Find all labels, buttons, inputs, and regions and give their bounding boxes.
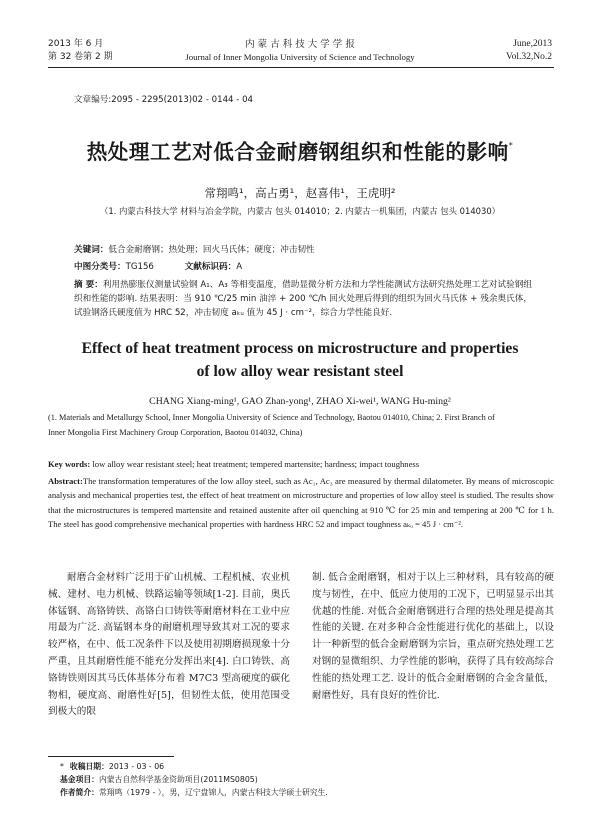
authors-en: CHANG Xiang-ming¹, GAO Zhan-yong¹, ZHAO Xi-wei¹, WANG Hu-ming²: [149, 396, 451, 407]
abstract-en-label: Abstract:: [48, 476, 83, 486]
abstract-cn: [74, 278, 532, 321]
header-journal-en: Journal of Inner Mongolia University of Science and Technology: [185, 52, 415, 62]
article-number: 文章编号:2095 - 2295(2013)02 - 0144 - 04: [74, 95, 254, 105]
header-date-cn: 2013 年 6 月: [48, 39, 104, 49]
title-cn: [87, 142, 514, 163]
keywords-cn-label: 关键词：: [74, 245, 109, 255]
keywords-en: [48, 460, 419, 469]
affiliation-cn: （1. 内蒙古科技大学 材料与冶金学院，内蒙古 包头 014010；2. 内蒙古一机集团，内蒙古 包头 014030）: [99, 206, 501, 216]
title-en-line1: Effect of heat treatment process on microstructure and properties: [81, 340, 519, 357]
title-cn-text: 热处理工艺对低合金耐磨钢组织和性能的影响: [86, 140, 509, 164]
header-issue-en: Vol.32,No.2: [505, 52, 552, 62]
affiliation-en-line1: (1. Materials and Metallurgy School, Inner Mongolia University of Science and Technology, Baotou 014010, China; 2. First Branch of: [48, 413, 495, 422]
abstract-en: [48, 474, 554, 532]
keywords-cn-text: 低合金耐磨钢；热处理；回火马氏体；硬度；冲击韧性: [108, 245, 315, 255]
abstract-en-text: The transformation temperatures of the low alloy steel, such as Ac₁, Ac₃ are measured by thermal dilatometer. By means of microscopic analysis and mechanical properties test, the effect of heat treatment on microstructure and properties of low alloy steel is studied. The results show that the microstructures is tempered martensite and retained austenite after oil quenching at 910 ℃ for 25 min and tempering at 200 ℃ for 1 h. The steel has good comprehensive mechanical properties with hardness HRC 52 and impact toughness aₖᵤ = 45 J · cm⁻².: [48, 476, 554, 530]
received-date: 2013 - 03 - 06: [108, 762, 165, 771]
header-issue-cn: 第 32 卷第 2 期: [48, 52, 113, 62]
authors-cn: 常翔鸣¹，高占勇¹，赵喜伟¹，王虎明²: [204, 186, 396, 200]
clc-value: TG156: [125, 262, 154, 272]
header-date-en: June,2013: [513, 39, 552, 49]
footnote-received: [60, 763, 164, 771]
title-cn-footnote-mark: *: [508, 141, 514, 150]
header-rule: [48, 67, 554, 68]
footnote-mark: *: [60, 762, 64, 771]
affiliation-en-line2: Inner Mongolia First Machinery Group Corporation, Baotou 014032, China): [48, 428, 303, 437]
title-en-line2: of low alloy wear resistant steel: [196, 363, 404, 380]
footnote-author: [60, 789, 328, 797]
keywords-cn: [74, 246, 315, 255]
doc-code-label: 文献标识码：: [184, 262, 237, 272]
body-column-right: [312, 570, 554, 704]
body-left-text: 耐磨合金材料广泛用于矿山机械、工程机械、农业机械、建材、电力机械、铁路运输等领域[1-2]. 目前，奥氏体锰钢、高铬铸铁、高铬白口铸铁等耐磨材料在工业中应用最为广泛. 高锰钢本身的耐磨机理导致其对工况的要求较严格，在中、低工况条件下以及使用初期磨损现象十分严重，且其耐磨性能不能充分发挥出来[4]. 白口铸铁、高铬铸铁则因其马氏体基体分布着 M7C3 型高硬度的碳化物相，硬度高、耐磨性好[5]，但韧性太低，使用范围受到极大的限: [48, 572, 290, 718]
abstract-cn-label: 摘 要：: [74, 280, 103, 290]
body-right-text: 制. 低合金耐磨钢，相对于以上三种材料，具有较高的硬度与韧性，在中、低应力使用的工况下，已明显显示出其优越的性能. 对低合金耐磨钢进行合理的热处理是提高其性能的关键. 在对多种合金性能进行优化的基础上，以设计一种新型的低合金耐磨钢为宗旨，重点研究热处理工艺对钢的显微组织、力学性能的影响，获得了具有较高综合性能的热处理工艺. 设计的低合金耐磨钢的合金含量低，耐磨性好，具有良好的性价比.: [312, 572, 554, 701]
keywords-en-label: Key words:: [48, 459, 91, 469]
doc-code-value: A: [236, 262, 243, 272]
clc-label: 中图分类号：: [74, 262, 126, 272]
author-bio-text: 常翔鸣（1979 - ），男，辽宁盘锦人，内蒙古科技大学硕士研究生.: [98, 788, 328, 797]
footnote-fund: [60, 776, 258, 784]
keywords-en-text: low alloy wear resistant steel; heat treatment; tempered martensite; hardness; impact toughness: [92, 459, 420, 469]
fund-text: 内蒙古自然科学基金资助项目(2011MS0805): [98, 775, 258, 784]
received-label: 收稿日期：: [69, 762, 109, 771]
body-column-left: [48, 570, 290, 721]
footnote-rule: [48, 756, 174, 757]
header-journal-cn: 内 蒙 古 科 技 大 学 学 报: [245, 39, 355, 50]
clc-line: [74, 263, 242, 272]
author-bio-label: 作者简介：: [60, 788, 99, 797]
fund-label: 基金项目：: [60, 775, 99, 784]
abstract-cn-text: 利用热膨胀仪测量试验钢 A₁、A₃ 等相变温度，借助显微分析方法和力学性能测试方法研究热处理工艺对试验钢组织和性能的影响. 结果表明：当 910 ℃/25 min 油淬 + 200 ℃/h 回火处理后得到的组织为回火马氏体 + 残余奥氏体，试验钢洛氏硬度值为 HRC 52，冲击韧度 aₖᵤ 值为 45 J · cm⁻²，综合力学性能良好.: [74, 280, 532, 319]
